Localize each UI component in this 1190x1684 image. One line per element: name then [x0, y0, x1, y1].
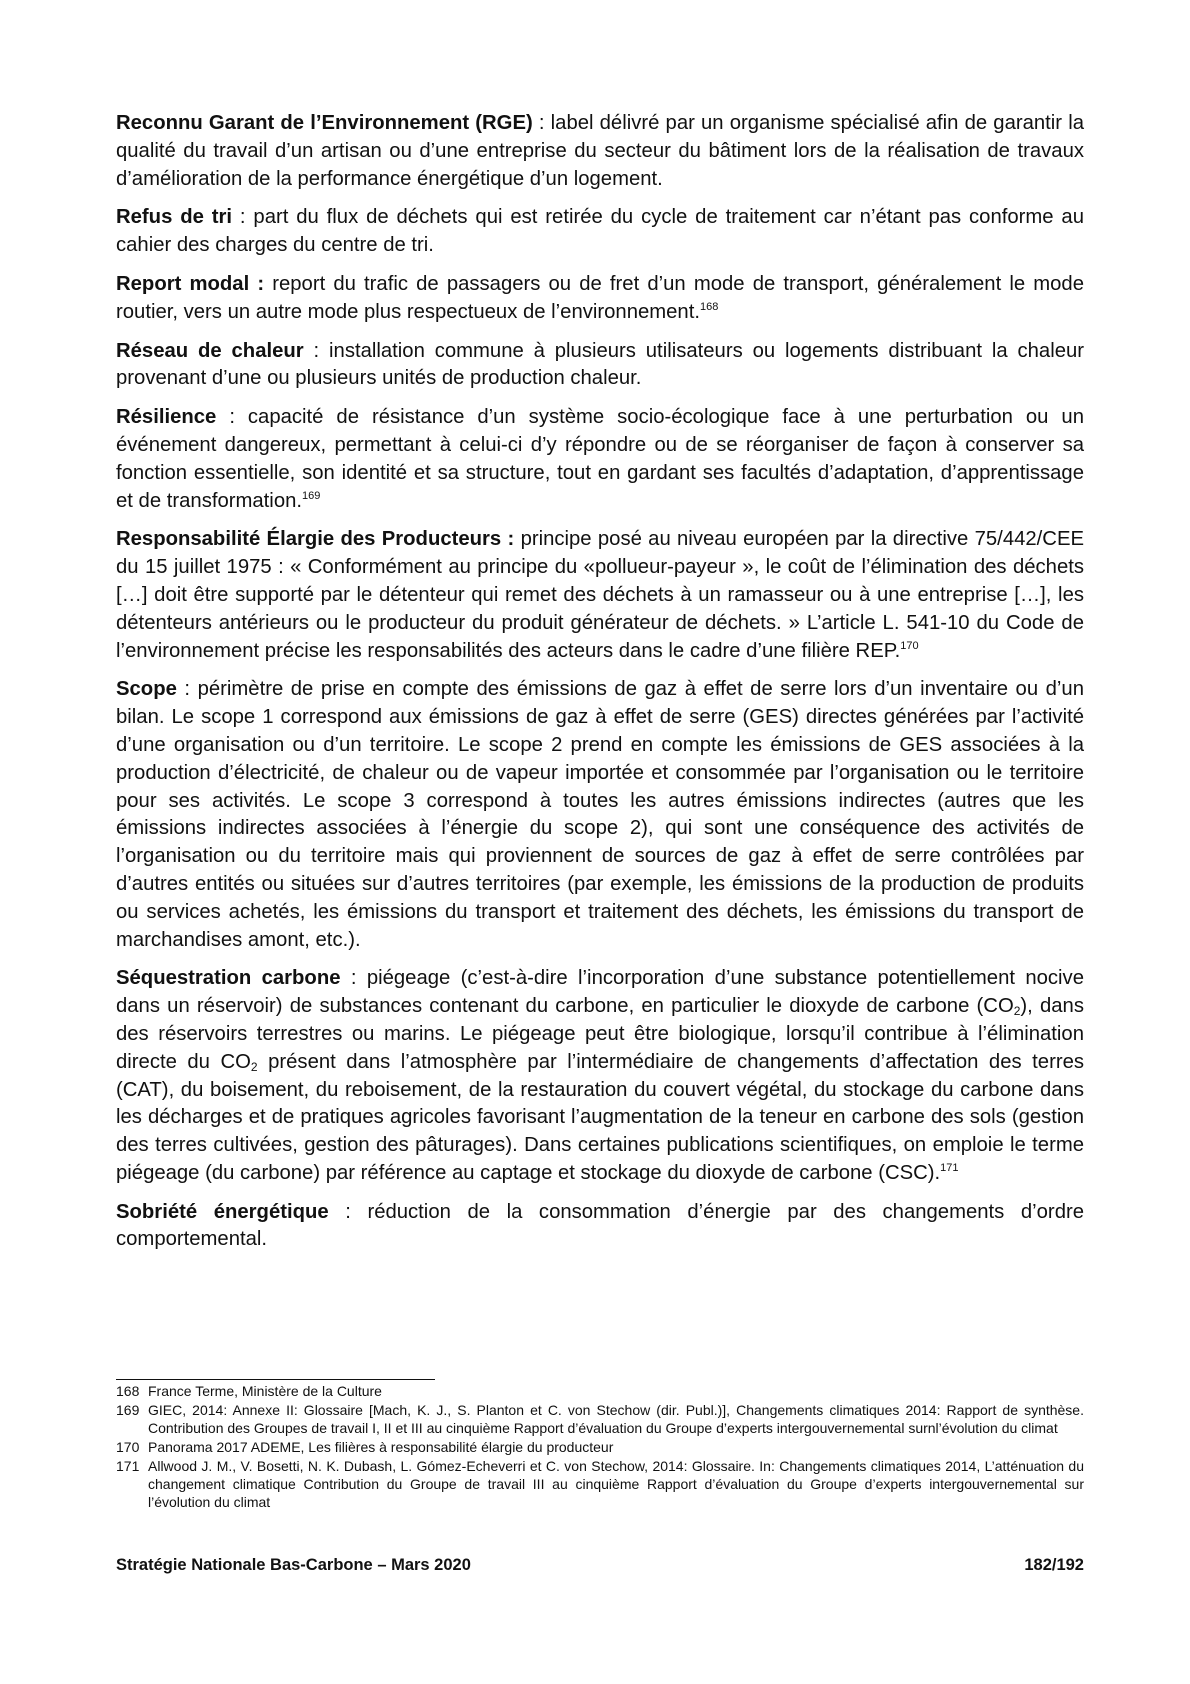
entry-term: Sobriété énergétique	[116, 1200, 329, 1223]
entry-definition: : capacité de résistance d’un système socio-écologique face à une perturbation ou un événement dangereux, permettant à celui-ci d’y répondre ou de se réorganiser de façon à conserver sa fonction essentielle, son identité et sa structure, tout en gardant ses facultés d’adaptation, d’apprentissage et de transformation.	[116, 406, 1084, 512]
footnote-text: Panorama 2017 ADEME, Les filières à responsabilité élargie du producteur	[148, 1439, 614, 1455]
footnote-item	[116, 1438, 1084, 1456]
page-footer	[116, 1556, 1084, 1575]
entry-definition: : part du flux de déchets qui est retirée du cycle de traitement car n’étant pas conforme au cahier des charges du centre de tri.	[116, 206, 1084, 257]
footnote-text: GIEC, 2014: Annexe II: Glossaire [Mach, K. J., S. Planton et C. von Stechow (dir. Publ.)], Changements climatiques 2014: Rapport de synthèse. Contribution des Groupes de travail I, II et III au cinquième Rapport d’évaluation du Groupe d’experts intergouvernemental surnl’évolution du climat	[148, 1402, 1084, 1436]
footnote-separator	[116, 1379, 435, 1380]
footnote-item	[116, 1401, 1084, 1437]
entry-term: Refus de tri	[116, 206, 233, 229]
subscript: 2	[250, 1059, 258, 1074]
entry-term: Responsabilité Élargie des Producteurs :	[116, 528, 515, 551]
entry-sobriete-energetique	[116, 1199, 1084, 1255]
entry-definition: : piégeage (c’est-à-dire l’incorporation d’une substance potentiellement nocive dans un réservoir) de substances contenant du carbone, en particulier le dioxyde de carbone (CO	[116, 967, 1084, 1018]
footnote-number: 170	[116, 1439, 140, 1455]
entry-term: Séquestration carbone	[116, 967, 341, 990]
entry-definition: principe posé au niveau européen par la directive 75/442/CEE du 15 juillet 1975 : « Conformément au principe du «pollueur-payeur », le coût de l’élimination des déchets […] doit être supporté par le détenteur qui remet des déchets à un ramasseur ou à une entreprise […], les détenteurs antérieurs ou le producteur du produit générateur de déchets. » L’article L. 541-10 du Code de l’environnement précise les responsabilités des acteurs dans le cadre d’une filière REP.	[116, 528, 1084, 662]
footnote-number: 168	[116, 1383, 140, 1399]
entry-refus-de-tri	[116, 204, 1084, 260]
entry-definition: : périmètre de prise en compte des émissions de gaz à effet de serre lors d’un inventaire ou d’un bilan. Le scope 1 correspond aux émissions de gaz à effet de serre (GES) directes générées par l’activité d’une organisation ou d’un territoire. Le scope 2 prend en compte les émissions de GES associées à la production d’électricité, de chaleur ou de vapeur importée et consommée par l’organisation ou le territoire pour ses activités. Le scope 3 correspond à toutes les autres émissions indirectes (autres que les émissions indirectes associées à l’énergie du scope 2), qui sont une conséquence des activités de l’organisation ou du territoire mais qui proviennent de sources de gaz à effet de serre contrôlées par d’autres entités ou situées sur d’autres territoires (par exemple, les émissions de la production de produits ou services achetés, les émissions du transport et traitement des déchets, les émissions du transport de marchandises amont, etc.).	[116, 678, 1084, 951]
entry-term: Scope	[116, 678, 177, 701]
entry-definition: report du trafic de passagers ou de fret d’un mode de transport, généralement le mode routier, vers un autre mode plus respectueux de l’environnement.	[116, 272, 1084, 323]
footnote-number: 169	[116, 1402, 140, 1418]
footer-document-title: Stratégie Nationale Bas-Carbone – Mars 2020	[116, 1556, 471, 1574]
footnote-ref: 170	[900, 639, 919, 652]
footnote-ref: 171	[940, 1161, 959, 1174]
subscript: 2	[1013, 1004, 1021, 1019]
entry-definition: : réduction de la consommation d’énergie par des changements d’ordre comportemental.	[116, 1200, 1085, 1251]
entry-definition: présent dans l’atmosphère par l’intermédiaire de changements d’affectation des terres (CAT), du boisement, du reboisement, de la restauration du couvert végétal, du stockage du carbone dans les décharges et de pratiques agricoles favorisant l’augmentation de la teneur en carbone des sols (gestion des terres cultivées, gestion des pâturages). Dans certaines publications scientifiques, on emploie le terme piégeage (du carbone) par référence au captage et stockage du dioxyde de carbone (CSC).	[116, 1050, 1084, 1184]
footnote-text: Allwood J. M., V. Bosetti, N. K. Dubash, L. Gómez-Echeverri et C. von Stechow, 2014: Glossaire. In: Changements climatiques 2014, L’atténuation du changement climatique Contribution du Groupe de travail III au cinquième Rapport d’évaluation du Groupe d’experts intergouvernemental sur l’évolution du climat	[148, 1458, 1084, 1510]
entry-definition: : installation commune à plusieurs utilisateurs ou logements distribuant la chaleur provenant d’une ou plusieurs unités de production chaleur.	[116, 339, 1085, 390]
footnote-ref: 168	[699, 300, 719, 313]
footnote-text: France Terme, Ministère de la Culture	[148, 1383, 382, 1399]
entry-term: Réseau de chaleur	[116, 339, 304, 362]
entry-term: Reconnu Garant de l’Environnement (RGE)	[116, 112, 533, 134]
footnote-number: 171	[116, 1458, 140, 1474]
footnote-item	[116, 1382, 1084, 1400]
entry-sequestration-carbone	[116, 965, 1084, 1187]
footnote-item	[116, 1457, 1084, 1511]
entry-resilience	[116, 404, 1084, 515]
entry-rge	[116, 110, 1084, 193]
glossary-body	[116, 110, 1084, 1265]
footnote-ref: 169	[302, 489, 321, 502]
entry-report-modal	[116, 271, 1084, 327]
entry-scope	[116, 676, 1084, 954]
footnotes	[116, 1382, 1084, 1512]
entry-reseau-de-chaleur	[116, 338, 1084, 394]
entry-rep	[116, 526, 1084, 665]
entry-definition: : label délivré par un organisme spécialisé afin de garantir la qualité du travail d’un artisan ou d’une entreprise du secteur du bâtiment lors de la réalisation de travaux d’amélioration de la performance énergétique d’un logement.	[116, 112, 1084, 190]
page-number: 182/192	[1024, 1556, 1084, 1574]
entry-term: Résilience	[116, 406, 217, 429]
entry-definition: ), dans des réservoirs terrestres ou marins. Le piégeage peut être biologique, lorsqu’il contribue à l’élimination directe du CO	[116, 995, 1084, 1073]
entry-term: Report modal :	[116, 272, 265, 295]
